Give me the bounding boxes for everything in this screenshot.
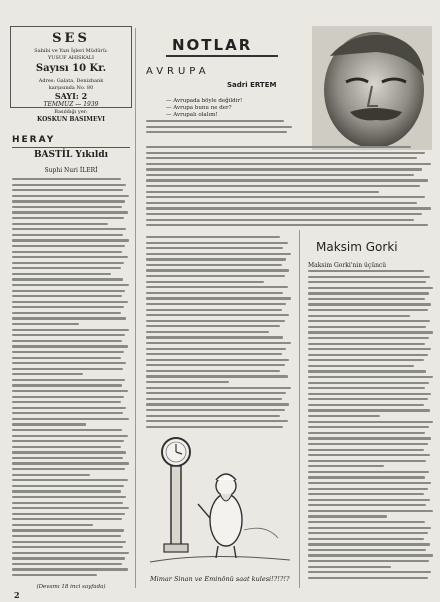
text-line (146, 157, 417, 159)
text-line (308, 499, 430, 501)
text-line (12, 211, 128, 213)
text-line (12, 267, 121, 269)
masthead-address-2: karşısında No. 80 (48, 85, 94, 91)
text-line (308, 337, 429, 339)
text-line (12, 552, 129, 554)
text-line (12, 379, 125, 381)
text-line (12, 362, 126, 364)
text-line (308, 354, 428, 356)
text-line (146, 168, 422, 170)
left-article-body (12, 178, 130, 583)
text-line (308, 471, 429, 473)
text-line (146, 303, 286, 305)
text-line (308, 460, 426, 462)
text-line (12, 479, 128, 481)
masthead-issue: SAYI: 2 (54, 91, 88, 101)
text-line (12, 407, 126, 409)
text-line (12, 189, 123, 191)
gorki-lead: Maksim Gorki'nin üçüncü (308, 262, 387, 269)
text-line (146, 179, 428, 181)
text-line (146, 364, 285, 366)
text-line (308, 527, 431, 529)
text-line (12, 351, 124, 353)
text-line (308, 309, 428, 311)
text-line (12, 228, 126, 230)
text-line (308, 426, 429, 428)
text-line (146, 131, 287, 133)
text-line (308, 571, 431, 573)
text-line (308, 554, 433, 556)
text-line (12, 524, 93, 526)
text-line (12, 423, 86, 425)
text-line (308, 443, 428, 445)
text-line (12, 323, 79, 325)
text-line (146, 336, 283, 338)
masthead-printer: KOSKUN BASIMEVI (37, 116, 105, 123)
text-line (146, 320, 285, 322)
dialogue-line: — Avrupalı olalım! (166, 112, 218, 118)
text-line (146, 224, 428, 226)
continuation-note: (Devamı 18 inci sayfada) (36, 584, 106, 590)
text-line (308, 315, 410, 317)
cartoon-caption: Mimar Sinan ve Eminönü saat kulesi!?!?!? (150, 575, 290, 583)
article-headline: BASTİL Yıkıldı (33, 150, 109, 160)
text-line (146, 353, 282, 355)
dialogue-line: — Avrupada böyle değildir! (166, 98, 243, 104)
text-line (12, 563, 122, 565)
text-line (146, 292, 283, 294)
masthead-title: SES (52, 31, 90, 46)
text-line (146, 381, 229, 383)
article-author: Suphi Nuri İLERİ (44, 167, 98, 174)
text-line (12, 457, 123, 459)
text-line (146, 286, 288, 288)
text-line (12, 262, 124, 264)
text-line (12, 373, 83, 375)
column-rule (135, 28, 136, 588)
text-line (146, 174, 414, 176)
text-line (146, 236, 280, 238)
text-line (12, 435, 128, 437)
text-line (12, 234, 123, 236)
text-line (12, 502, 123, 504)
text-line (12, 513, 125, 515)
text-line (146, 202, 417, 204)
text-line (12, 329, 129, 331)
text-line (146, 275, 285, 277)
text-line (146, 185, 420, 187)
text-line (308, 549, 426, 551)
text-line (308, 493, 424, 495)
text-line (12, 273, 111, 275)
text-line (12, 223, 108, 225)
text-line (308, 270, 424, 272)
text-line (12, 446, 121, 448)
text-line (308, 515, 387, 517)
text-line (12, 312, 121, 314)
text-line (146, 325, 280, 327)
section-divider (12, 147, 130, 148)
text-line (146, 387, 291, 389)
text-line (146, 359, 289, 361)
text-line (308, 298, 425, 300)
text-line (308, 543, 430, 545)
text-line (12, 334, 125, 336)
notlar-header: NOTLAR (172, 36, 253, 54)
text-line (308, 281, 426, 283)
text-line (12, 317, 126, 319)
text-line (146, 247, 283, 249)
text-line (308, 465, 384, 467)
text-line (12, 541, 126, 543)
text-line (12, 451, 126, 453)
column-rule (299, 230, 300, 588)
text-line (146, 297, 291, 299)
masthead-printer-label: Basıldığı yer: (54, 109, 88, 115)
text-line (12, 206, 122, 208)
text-line (308, 409, 430, 411)
text-line (12, 195, 129, 197)
text-line (146, 348, 286, 350)
text-line (146, 375, 288, 377)
text-line (146, 409, 285, 411)
text-line (308, 532, 428, 534)
text-line (12, 368, 123, 370)
dialogue-line: — Avrupa bunu ne der? (166, 105, 232, 111)
text-line (146, 258, 286, 260)
text-line (12, 306, 124, 308)
text-line (12, 468, 125, 470)
text-line (308, 370, 426, 372)
page-number: 2 (14, 590, 20, 600)
text-line (146, 420, 288, 422)
text-line (12, 412, 123, 414)
text-line (12, 357, 121, 359)
text-line (146, 242, 288, 244)
text-line (146, 146, 411, 148)
text-line (146, 207, 431, 209)
text-line (146, 398, 282, 400)
text-line (12, 418, 129, 420)
text-line (12, 290, 125, 292)
text-line (12, 200, 125, 202)
text-line (146, 314, 289, 316)
text-line (308, 577, 428, 579)
text-line (146, 191, 379, 193)
text-line (146, 152, 425, 154)
portrait-image (312, 26, 432, 150)
text-line (308, 398, 428, 400)
notlar-subheader: AVRUPA (146, 66, 210, 77)
notlar-body-upper (146, 120, 296, 142)
gorki-title: Maksim Gorki (316, 240, 398, 254)
text-line (308, 421, 433, 423)
text-line (12, 485, 124, 487)
text-line (308, 292, 429, 294)
text-line (12, 278, 123, 280)
text-line (146, 163, 431, 165)
text-line (12, 401, 121, 403)
text-line (12, 462, 129, 464)
text-line (308, 504, 426, 506)
masthead-address: Adres: Galata, Denizbank (38, 78, 104, 84)
masthead-date: TEMMUZ — 1939 (43, 101, 99, 108)
notlar-underline (166, 55, 278, 57)
text-line (12, 217, 124, 219)
text-line (308, 348, 431, 350)
notlar-author: Sadri ERTEM (227, 81, 277, 89)
text-line (12, 507, 129, 509)
text-line (308, 382, 429, 384)
text-line (12, 429, 122, 431)
text-line (12, 535, 121, 537)
text-line (12, 295, 122, 297)
text-line (12, 396, 124, 398)
text-line (308, 449, 424, 451)
text-line (146, 264, 282, 266)
text-line (146, 126, 292, 128)
text-line (146, 219, 414, 221)
text-line (146, 331, 269, 333)
text-line (308, 510, 433, 512)
text-line (12, 546, 123, 548)
text-line (12, 490, 121, 492)
text-line (146, 426, 283, 428)
text-line (12, 440, 124, 442)
text-line (146, 370, 280, 372)
text-line (308, 303, 431, 305)
text-line (12, 184, 126, 186)
text-line (308, 343, 425, 345)
text-line (12, 284, 129, 286)
text-line (12, 529, 124, 531)
text-line (146, 392, 286, 394)
text-line (308, 538, 424, 540)
text-line (308, 488, 428, 490)
text-line (308, 287, 433, 289)
text-line (12, 390, 128, 392)
text-line (12, 557, 125, 559)
text-line (308, 415, 380, 417)
text-line (12, 245, 125, 247)
text-line (12, 256, 128, 258)
text-line (12, 301, 128, 303)
masthead-price: Sayısı 10 Kr. (35, 63, 107, 74)
text-line (12, 340, 122, 342)
text-line (308, 376, 433, 378)
text-line (308, 276, 430, 278)
text-line (308, 437, 431, 439)
text-line (12, 496, 126, 498)
text-line (308, 326, 426, 328)
text-line (308, 404, 424, 406)
text-line (146, 213, 422, 215)
text-line (12, 568, 128, 570)
text-line (308, 393, 431, 395)
text-line (146, 281, 264, 283)
section-label: HERAY (12, 135, 56, 145)
text-line (308, 331, 433, 333)
text-line (12, 574, 97, 576)
text-line (308, 359, 424, 361)
text-line (308, 521, 425, 523)
notlar-body-wide (146, 146, 434, 230)
text-line (146, 269, 289, 271)
text-line (308, 560, 429, 562)
text-line (12, 178, 121, 180)
text-line (146, 120, 284, 122)
text-line (308, 320, 430, 322)
text-line (12, 474, 90, 476)
text-line (146, 403, 289, 405)
text-line (308, 566, 391, 568)
cartoon-image (146, 434, 294, 572)
masthead-owner: YUSUF AHISKALI (47, 55, 95, 61)
text-line (12, 384, 122, 386)
text-line (12, 251, 122, 253)
text-line (146, 196, 425, 198)
text-line (12, 345, 128, 347)
text-line (308, 365, 414, 367)
gorki-body (308, 270, 434, 588)
notlar-body-lower (146, 236, 292, 432)
text-line (308, 476, 425, 478)
text-line (146, 342, 291, 344)
text-line (146, 415, 280, 417)
text-line (308, 454, 430, 456)
text-line (12, 518, 122, 520)
text-line (146, 253, 291, 255)
text-line (146, 309, 282, 311)
text-line (308, 482, 431, 484)
text-line (308, 387, 425, 389)
text-line (308, 432, 425, 434)
text-line (12, 239, 129, 241)
masthead-owner-label: Sahibi ve Yazı İşleri Müdürü: (34, 48, 108, 54)
